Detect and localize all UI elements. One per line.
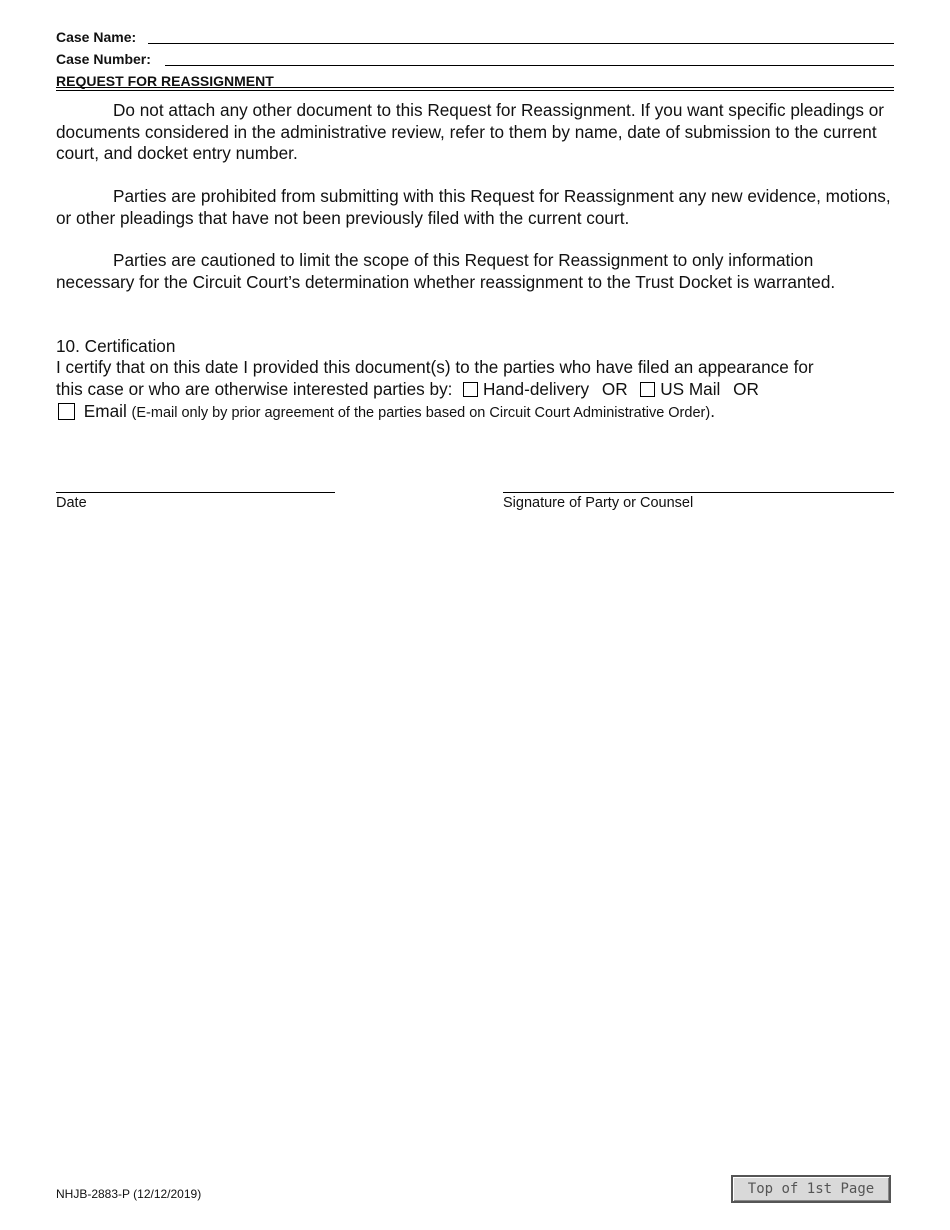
email-checkbox[interactable] — [58, 403, 75, 420]
certification-line-3 — [56, 401, 715, 425]
email-note: (E-mail only by prior agreement of the parties based on Circuit Court Administrative Order) — [131, 405, 711, 421]
instruction-paragraph-1: Do not attach any other document to this Request for Reassignment. If you want specific pleadings or documents considered in the administrative review, refer to them by name, date of submission to the current court, and docket entry number. — [56, 100, 884, 163]
hand-delivery-label: Hand-delivery — [483, 379, 590, 399]
case-number-field[interactable] — [165, 65, 894, 66]
certification-line-2-text: this case or who are otherwise interested parties by: — [56, 379, 453, 399]
instruction-paragraph-2: Parties are prohibited from submitting with this Request for Reassignment any new evidence, motions, or other pleadings that have not been previously filed with the current court. — [56, 186, 891, 228]
signature-label: Signature of Party or Counsel — [503, 495, 694, 511]
certification-line-1: I certify that on this date I provided this document(s) to the parties who have filed an appearance for — [56, 357, 814, 377]
certification-period: . — [710, 401, 715, 421]
us-mail-checkbox[interactable] — [640, 382, 655, 397]
top-of-first-page-button[interactable]: Top of 1st Page — [731, 1175, 891, 1203]
or-label-2: OR — [733, 379, 759, 399]
title-rule-top — [56, 87, 894, 88]
case-name-label: Case Name: — [56, 29, 137, 45]
form-id: NHJB-2883-P (12/12/2019) — [56, 1187, 202, 1201]
case-name-field[interactable] — [148, 43, 894, 44]
or-label-1: OR — [601, 379, 628, 399]
certification-heading: 10. Certification — [56, 336, 176, 356]
us-mail-label: US Mail — [660, 379, 721, 399]
email-label: Email — [83, 401, 127, 421]
signature-line[interactable] — [503, 492, 894, 493]
certification-line-2 — [56, 379, 759, 401]
title-rule-bottom — [56, 90, 894, 91]
date-label: Date — [56, 495, 87, 511]
hand-delivery-checkbox[interactable] — [463, 382, 478, 397]
form-title: REQUEST FOR REASSIGNMENT — [56, 73, 274, 89]
case-number-label: Case Number: — [56, 51, 151, 67]
instruction-paragraph-3: Parties are cautioned to limit the scope of this Request for Reassignment to only information necessary for the Circuit Court’s determination whether reassignment to the Trust Docket is warranted. — [56, 250, 836, 292]
date-line[interactable] — [56, 492, 335, 493]
